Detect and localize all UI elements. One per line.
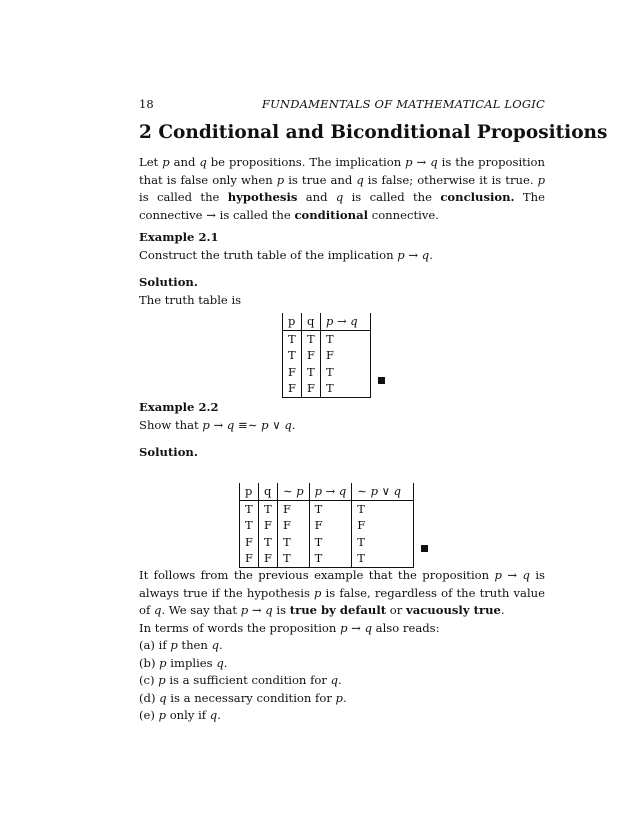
table-cell: T <box>240 517 259 534</box>
table-cell: T <box>352 550 414 567</box>
list-item: (a) if p then q. <box>139 638 223 652</box>
table-cell: T <box>277 550 309 567</box>
table-cell: F <box>277 500 309 517</box>
running-title: FUNDAMENTALS OF MATHEMATICAL LOGIC <box>261 97 545 111</box>
table-cell: T <box>320 364 370 381</box>
table-cell: T <box>301 364 320 381</box>
table-header-cell: q <box>258 483 277 500</box>
running-header <box>139 97 545 111</box>
table-cell: F <box>258 550 277 567</box>
table-cell: F <box>258 517 277 534</box>
example-title: Example 2.1 <box>139 230 219 244</box>
table-cell: T <box>283 347 302 364</box>
table-row <box>283 380 371 397</box>
table-cell: T <box>277 534 309 551</box>
list-item: (c) p is a sufficient condition for q. <box>139 673 342 687</box>
table-cell: T <box>309 534 352 551</box>
page-number: 18 <box>139 97 154 111</box>
example-title: Example 2.2 <box>139 400 219 414</box>
term-true-by-default: true by default <box>289 603 387 617</box>
table-cell: F <box>352 517 414 534</box>
table-header-cell: p <box>240 483 259 500</box>
table-row <box>240 517 414 534</box>
table-header-cell: p → q <box>320 313 370 330</box>
example-statement: Construct the truth table of the implication p → q. <box>139 247 433 262</box>
example-2-1 <box>139 229 545 309</box>
term-hypothesis: hypothesis <box>227 190 298 204</box>
section-title: 2 Conditional and Biconditional Propositions <box>139 122 608 143</box>
solution-label: Solution. <box>139 275 198 289</box>
table-cell: F <box>240 550 259 567</box>
table-cell: F <box>301 347 320 364</box>
table-cell: F <box>240 534 259 551</box>
table-cell: T <box>301 330 320 347</box>
table-header-cell: p <box>283 313 302 330</box>
list-item: (d) q is a necessary condition for p. <box>139 690 347 705</box>
reading-list <box>139 637 545 725</box>
table-cell: T <box>258 500 277 517</box>
table-cell: F <box>320 347 370 364</box>
words-intro: In terms of words the proposition p → q also reads: <box>139 620 440 635</box>
table-row <box>240 534 414 551</box>
table-cell: T <box>320 330 370 347</box>
table-cell: T <box>283 330 302 347</box>
qed-square-icon <box>421 545 428 552</box>
table-header-cell: q <box>301 313 320 330</box>
table-cell: F <box>301 380 320 397</box>
table-cell: T <box>352 534 414 551</box>
table-header-cell: ∼ p ∨ q <box>352 483 414 500</box>
list-item: (e) p only if q. <box>139 708 221 722</box>
table-cell: T <box>320 380 370 397</box>
example-2-2 <box>139 399 545 462</box>
table-cell: T <box>240 500 259 517</box>
table-row <box>240 550 414 567</box>
closing-paragraph: It follows from the previous example that the proposition p → q is always true if the hypothesis p is false, regardless of the truth value of q. We say that p → q is true by default or vacuously true. In terms of words the proposition p → q also reads: (a) if p then q. (b) p implies q. (c) p is a sufficient condition for q. (d) q is a necessary condition for p. (e) p only if q. <box>139 567 545 725</box>
term-conditional: conditional <box>294 207 369 222</box>
table-header-cell: p → q <box>309 483 352 500</box>
table-cell: T <box>352 500 414 517</box>
solution-label: Solution. <box>139 445 198 459</box>
solution-text: The truth table is <box>139 292 242 307</box>
intro-paragraph: Let p and q be propositions. The implication p → q is the proposition that is false only when p is true and q is false; otherwise it is true. p is called the hypothesis and q is called the conclusion. The connective → is called the conditional connective. <box>139 155 545 222</box>
term-conclusion: conclusion. <box>440 190 515 204</box>
example-statement: Show that p → q ≡∼ p ∨ q. <box>139 417 296 432</box>
truth-table-implication <box>282 313 371 398</box>
table-cell: F <box>283 380 302 397</box>
truth-table-equivalence <box>239 483 414 568</box>
qed-square-icon <box>378 377 385 384</box>
table-cell: F <box>277 517 309 534</box>
table-cell: T <box>309 550 352 567</box>
table-row <box>240 500 414 517</box>
table-cell: F <box>309 517 352 534</box>
table-cell: T <box>309 500 352 517</box>
table-cell: T <box>258 534 277 551</box>
table-row <box>283 347 371 364</box>
table-header-cell: ∼ p <box>277 483 309 500</box>
table-row <box>283 330 371 347</box>
list-item: (b) p implies q. <box>139 655 228 670</box>
table-cell: F <box>283 364 302 381</box>
term-vacuously-true: vacuously true <box>406 603 501 617</box>
table-row <box>283 364 371 381</box>
